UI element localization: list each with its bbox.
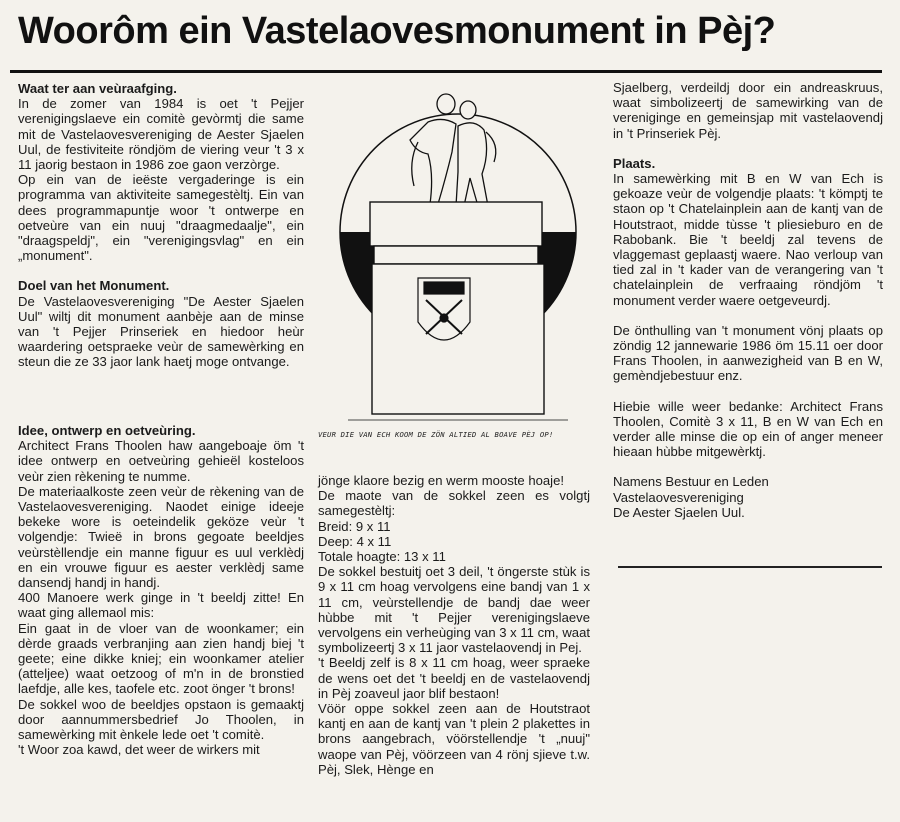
paragraph: De maote van de sokkel zeen es volgtj samegestèltj:	[318, 488, 590, 519]
paragraph: 't Woor zoa kawd, det weer de wirkers mit	[18, 742, 260, 758]
column-left-lower	[18, 423, 304, 757]
paragraph: Hiebie wille weer bedanke: Architect Frans Thoolen, Comitè 3 x 11, B en W van Ech en verder alle minse die op ein of anger meneer hieaan hùbbe mitgewèrktj.	[613, 398, 883, 460]
paragraph: De materiaalkoste zeen veùr de rèkening van de Vastelaovesvereniging. Naodet einige ideeje bekeke wore is oeteindelik geköze veùr 't volgendje: Twieë in brons gegoate beeldjes veùrstèllendje ein manne figuur es uul verklèdj en ein vrouwe figuur es aester verklèdj same dansendj handj in handj.	[18, 483, 304, 591]
section-heading-purpose: Doel van het Monument.	[18, 278, 170, 294]
section-heading-background: Waat ter aan veùraafging.	[18, 81, 177, 96]
paragraph: De sokkel woo de beeldjes opstaon is gemaaktj door aannummersbedrief Jo Thoolen, in samewèrking mit ènkele lede oet 't comitè.	[18, 696, 304, 743]
signature-line: Vastelaovesvereniging	[613, 489, 744, 505]
paragraph: In samewèrking mit B en W van Ech is gekoaze veùr de volgendje plaats: 't kömptj te staon op 't Chatelainplein aan de kantj van de Houtstraot, midde tùsse 't pliesieburo en de Rabobank. Bie 't beeldj zal tevens de vlaggemast geplaastj waere. Nao verloup van tied zal in 't kader van de verangering van 't chatelainplein de verfraaing röndjöm 't monument verder waere oetgeveurdj.	[613, 171, 883, 308]
paragraph: De sokkel bestuitj oet 3 deil, 't öngerste stùk is 9 x 11 cm hoag vervolgens eine bandj van 1 x 11 cm, veùrstellendje de bandj dae weer hùbbe mit 't Pejjer verenigingslaeve vervolgens ein verheùging van 3 x 11 cm, waat symbolizeertj 3 x 11 jaor vastelaovendj in Pej.	[318, 564, 590, 656]
monument-illustration	[318, 82, 598, 427]
paragraph: jönge klaore bezig en werm mooste hoaje!	[318, 473, 565, 488]
section-heading-design: Idee, ontwerp en oetveùring.	[18, 423, 196, 438]
paragraph: Sjaelberg, verdeildj door ein andreaskruus, waat simbolizeertj de samewirking van de vereniginge en gemeinsjap mit vastelaovendj in 't Prinseriek Pèj.	[613, 80, 883, 141]
measure-line: Totale hoagte: 13 x 11	[318, 549, 446, 565]
signature-line: De Aester Sjaelen Uul.	[613, 504, 745, 520]
headline-rule	[10, 70, 882, 73]
paragraph: In de zomer van 1984 is oet 't Pejjer verenigingslaeve ein comitè gevòrmtj die same mit de Vastelaovesvereniging de Aester Sjaelen Uul, de festiviteite röndjöm de viering veur 't 3 x 11 jaorig bestaon in 1986 zoe gaon verzòrge.	[18, 96, 304, 173]
measure-line: Breid: 9 x 11	[318, 518, 391, 534]
paragraph: Vöör oppe sokkel zeen aan de Houtstraot kantj en aan de kantj van 't plein 2 plakettes in brons aangebrach, vöörstellendje 't „nuuj" waope van Pèj, vöörzeen van 4 rönj sjieve t.w. Pèj, Slek, Hènge en	[318, 701, 590, 777]
paragraph: Ein gaat in de vloer van de woonkamer; ein dèrde graads verbranjing aan zien handj biej 't geete; eine dikke kniej; ein woonkamer atelier (atteljee) waat oetzoog of m'n in de bronstied laefdje, alle kes, taofele etc. zoot önger 't brons!	[18, 620, 304, 697]
paragraph: Architect Frans Thoolen haw aangeboaje öm 't idee ontwerp en oetveùring gehieël kosteloos veùr zien rèkening te numme.	[18, 438, 304, 484]
paragraph: Op ein van de ieëste vergaderinge is ein programma van aktiviteite samegestèltj. Ein van dees programmapuntje woor 't ontwerpe en oetveùre van ein nuuj "draagmedaalje", ein "draagspeldj", ein "verenigingsvlag" en ein „monument".	[18, 172, 304, 264]
column-middle	[318, 473, 590, 777]
paragraph: 400 Manoere werk ginge in 't beeldj zitte! En waat ging allemaol mis:	[18, 590, 304, 621]
section-heading-place: Plaats.	[613, 155, 656, 171]
column-right	[613, 80, 883, 520]
paragraph: De önthulling van 't monument vönj plaats op zöndig 12 jannewarie 1986 öm 15.11 oer door Frans Thoolen, in aanwezigheid van B en W, gemèndjebestuur enz.	[613, 322, 883, 384]
end-rule	[618, 566, 882, 568]
measure-line: Deep: 4 x 11	[318, 533, 392, 549]
column-left-upper	[18, 81, 304, 370]
article-headline: Woorôm ein Vastelaovesmonument in Pèj?	[18, 10, 776, 52]
illustration-caption: VEUR DIE VAN ECH KOOM DE ZÖN ALTIED AL BOAVE PÈJ OP!	[318, 430, 554, 439]
paragraph: 't Beeldj zelf is 8 x 11 cm hoag, weer spraeke de wens oet det 't beeldj en de vastelaovendj in Pèj zoaveul jaor blif bestaon!	[318, 655, 590, 701]
paragraph: De Vastelaovesvereniging "De Aester Sjaelen Uul" wiltj dit monument aanbèje aan de minse van 't Pejjer Prinseriek en hiedoor heùr waardering oetspraeke veùr de samewèrking en steun die ze 33 jaor lank haetj moge ontvange.	[18, 293, 304, 370]
signature-line: Namens Bestuur en Leden	[613, 474, 769, 490]
